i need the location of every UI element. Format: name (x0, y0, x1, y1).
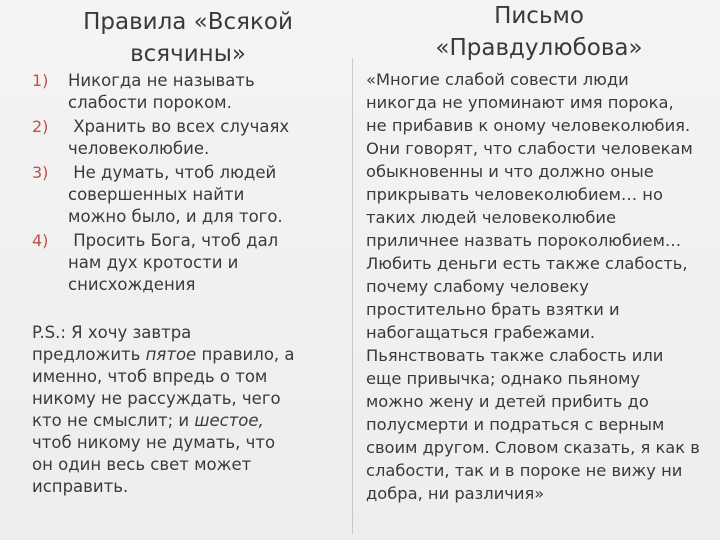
ps-line: чтоб никому не думать, что (32, 433, 276, 452)
rule-item (32, 162, 344, 228)
ps-emphasis: шестое, (194, 411, 264, 430)
letter-line: Они говорят, что слабости человекам (366, 139, 693, 158)
ps-line (32, 344, 338, 366)
ps-emphasis: пятое (145, 345, 197, 364)
rule-line: Просить Бога, чтоб дал (68, 231, 279, 250)
rule-line: можно было, и для того. (68, 207, 283, 226)
letter-line: «Многие слабой совести люди (366, 70, 629, 89)
letter-line: набогащаться грабежами. (366, 323, 596, 342)
ps-line: исправить. (32, 477, 129, 496)
ps-text: предложить (32, 345, 146, 364)
letter-line: таких людей человеколюбие (366, 208, 616, 227)
rule-line: Никогда не называть (68, 71, 255, 90)
left-title-line: всячины» (130, 41, 246, 67)
ps-line: P.S.: Я хочу завтра (32, 323, 192, 342)
letter-line: еще привычка; однако пьяному (366, 369, 641, 388)
rule-number: 4) (32, 231, 49, 250)
rule-line: слабости пороком. (68, 93, 232, 112)
letter-line: никогда не упоминают имя порока, (366, 93, 674, 112)
rule-number: 1) (32, 71, 49, 90)
letter-line: прикрывать человеколюбием… но (366, 185, 663, 204)
rule-item (32, 116, 344, 160)
letter-line: можно жену и детей прибить до (366, 392, 649, 411)
letter-line: полусмерти и подраться с верным (366, 415, 665, 434)
ps-line: он один весь свет может (32, 455, 252, 474)
letter-line: приличнее назвать пороколюбием… (366, 231, 682, 250)
rule-item (32, 70, 344, 114)
rule-number: 2) (32, 117, 49, 136)
rule-line: снисхождения (68, 275, 196, 294)
ps-line: именно, чтоб впредь о том (32, 367, 268, 386)
letter-line: добра, ни различия» (366, 484, 545, 503)
letter-line: слабости, так и в пороке не вижу ни (366, 461, 683, 480)
postscript (32, 322, 338, 498)
rules-list (32, 70, 344, 298)
letter-line: своим другом. Словом сказать, я как в (366, 438, 700, 457)
left-title-line: Правила «Всякой (83, 9, 293, 35)
left-title (32, 6, 344, 70)
right-title-line: Письмо (494, 3, 584, 29)
letter-line: почему слабому человеку (366, 277, 589, 296)
rule-line: совершенных найти (68, 185, 245, 204)
letter-line: простительно брать взятки и (366, 300, 620, 319)
ps-line: никому не рассуждать, чего (32, 389, 281, 408)
ps-line (32, 410, 338, 432)
ps-text: правило, а (196, 345, 295, 364)
letter-line: не прибавив к оному человеколюбия. (366, 116, 691, 135)
right-title-line: «Правдулюбова» (435, 35, 643, 61)
ps-text: кто не смыслит; и (32, 411, 195, 430)
column-divider (352, 58, 353, 534)
rule-item (32, 230, 344, 296)
rule-line: Не думать, чтоб людей (68, 163, 277, 182)
letter-line: обыкновенны и что должно оные (366, 162, 654, 181)
rule-number: 3) (32, 163, 49, 182)
rule-line: нам дух кротости и (68, 253, 239, 272)
letter-line: Любить деньги есть также слабость, (366, 254, 688, 273)
letter-text (366, 68, 712, 505)
letter-line: Пьянствовать также слабость или (366, 346, 664, 365)
rule-line: человеколюбие. (68, 139, 210, 158)
right-title (366, 0, 712, 64)
rule-line: Хранить во всех случаях (68, 117, 290, 136)
